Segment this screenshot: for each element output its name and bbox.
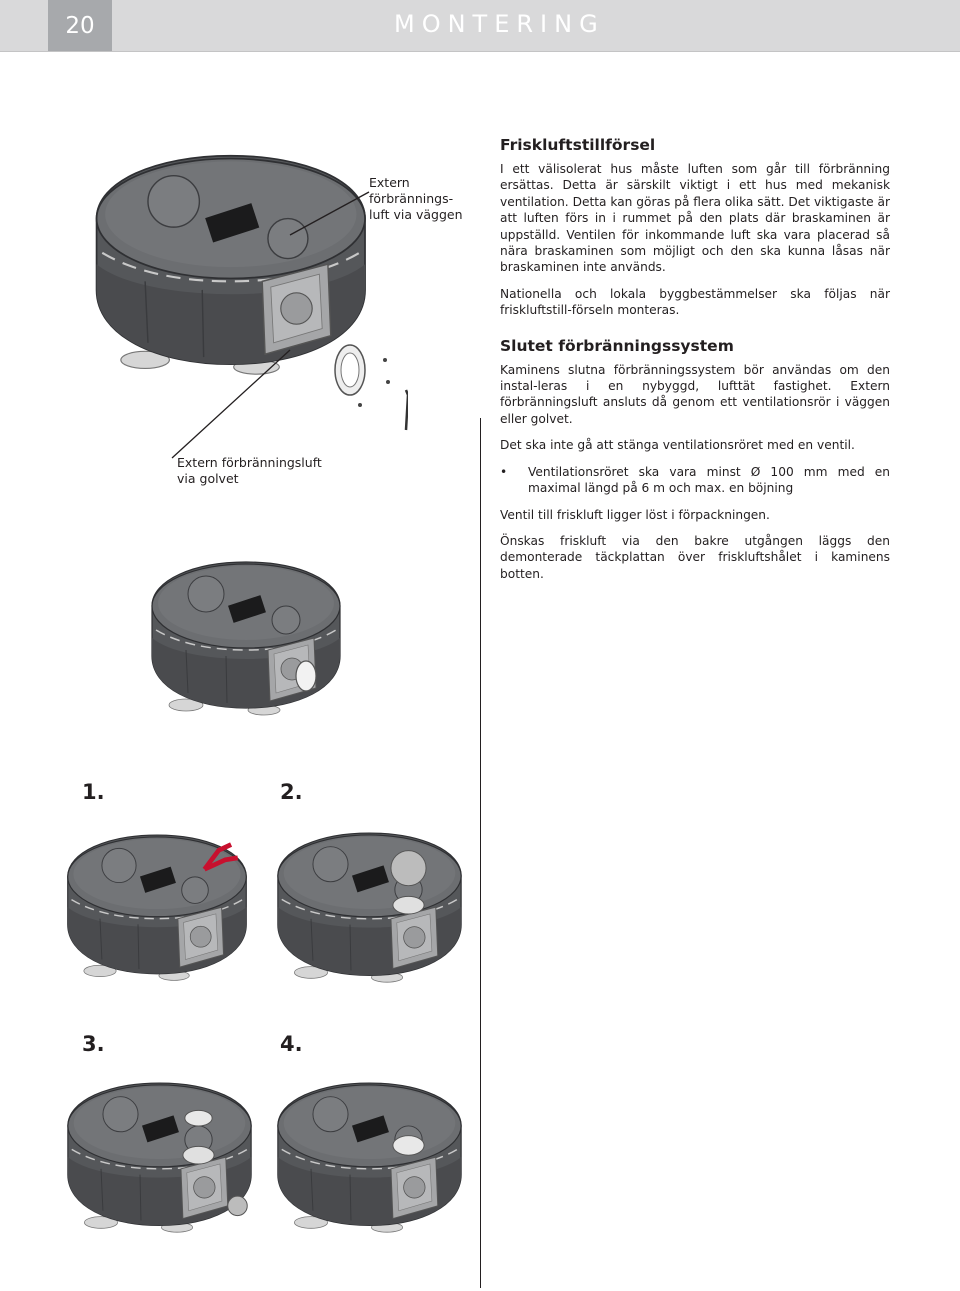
text-column: [500, 136, 890, 592]
step-label-1: 1.: [82, 780, 105, 804]
paragraph: Önskas friskluft via den bakre utgången läggs den demonterade täckplattan över friskluftshålet i kaminens botten.: [500, 533, 890, 581]
bullet-item: [500, 464, 890, 497]
step-3-illustration: [62, 1072, 257, 1252]
paragraph: Ventil till friskluft ligger löst i förpackningen.: [500, 507, 770, 522]
heading-slutet: Slutet förbränningssystem: [500, 336, 734, 355]
paragraph: Det ska inte gå att stänga ventilationsröret med en ventil.: [500, 438, 855, 453]
callout-leader-lines: [170, 190, 370, 460]
step-label-3: 3.: [82, 1032, 105, 1056]
paragraph: Kaminens slutna förbränningssystem bör användas om den instal-leras i en nybyggd, lufttät fastighet. Extern förbränningsluft ansluts då genom ett ventilationsrör i väggen eller golvet.: [500, 362, 890, 426]
bullet-marker: •: [500, 464, 508, 479]
bullet-text: Ventilationsröret ska vara minst Ø 100 mm med en maximal längd på 6 m och max. en böjning: [528, 464, 890, 496]
step-label-2: 2.: [280, 780, 303, 804]
stove-assembled-illustration: [146, 548, 346, 728]
step-label-4: 4.: [280, 1032, 303, 1056]
step-4-illustration: [272, 1072, 467, 1252]
step-2-illustration: [272, 822, 467, 1002]
section-title: MONTERING: [394, 10, 605, 38]
callout-floor-air: Extern förbränningsluft via golvet: [177, 455, 322, 486]
column-divider: [480, 418, 481, 1288]
callout-wall-air: Extern förbrännings-luft via väggen: [369, 175, 463, 222]
paragraph: I ett välisolerat hus måste luften som går till förbränning ersättas. Detta är särskilt viktigt i ett hus med mekanisk ventilation. Detta kan göras på flera olika sätt. Det viktigaste är att luften förs in i rummet på den plats där braskaminen är uppställd. Ventilen för inkommande luft ska vara placerad så nära braskaminen som möjligt och den ska kunna låsas när braskaminen inte används.: [500, 162, 890, 275]
heading-frisklufts: Friskluftstillförsel: [500, 136, 656, 154]
page-header: [0, 0, 960, 52]
paragraph: Nationella och lokala byggbestämmelser ska följas när friskluftstill-förseln monteras.: [500, 286, 890, 318]
page-number: 20: [48, 0, 112, 51]
step-1-illustration: [62, 822, 252, 1002]
